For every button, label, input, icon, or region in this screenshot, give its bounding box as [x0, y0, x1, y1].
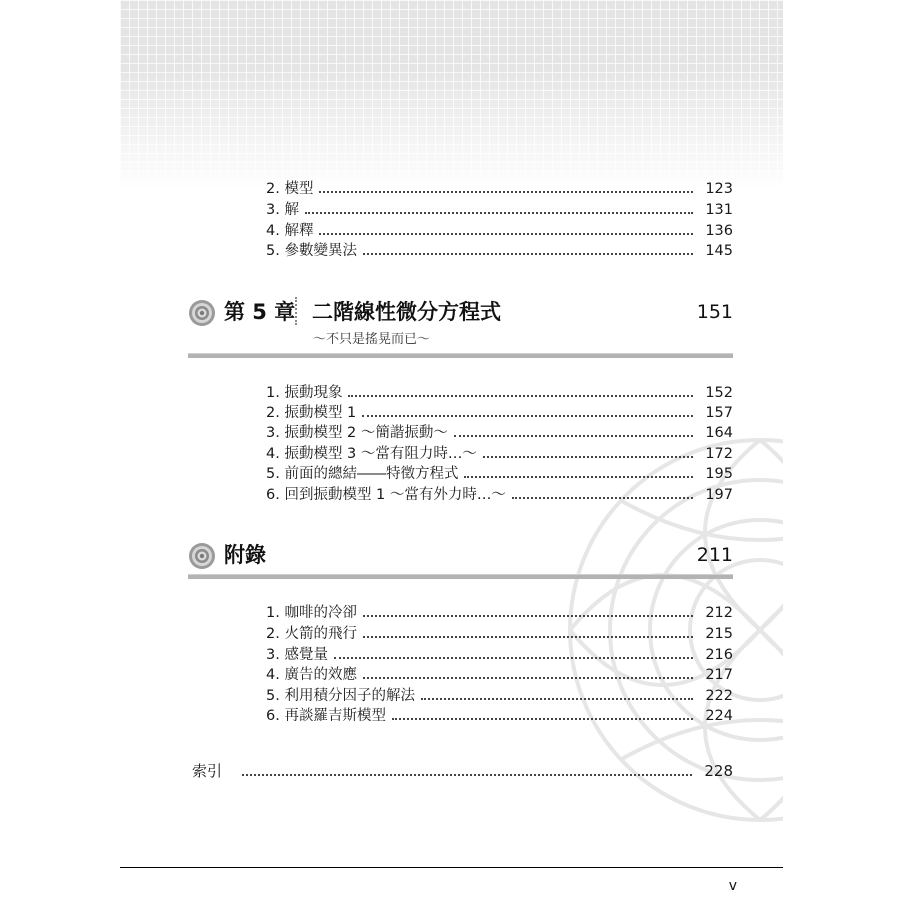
dot-leader: [319, 191, 693, 193]
dot-leader: [363, 677, 693, 679]
entry-page-number: 164: [705, 425, 733, 441]
entry-label: 6. 再談羅吉斯模型: [266, 708, 386, 724]
dot-leader: [348, 395, 693, 397]
entry-label: 1. 咖啡的冷卻: [266, 605, 357, 621]
toc-entry[interactable]: [266, 423, 733, 443]
chapter-number: 第 5 章: [224, 300, 296, 324]
dot-leader: [392, 718, 693, 720]
toc-entry[interactable]: [266, 706, 733, 726]
entry-page-number: 224: [705, 708, 733, 724]
appendix-heading[interactable]: [188, 536, 733, 576]
folio-page-number: v: [728, 878, 737, 894]
entry-label: 4. 振動模型 3 ～當有阻力時…～: [266, 446, 477, 462]
entry-label: 4. 解釋: [266, 223, 314, 239]
toc-entry[interactable]: [266, 485, 733, 505]
dot-leader: [363, 253, 693, 255]
entry-label: 5. 前面的總結――特徵方程式: [266, 466, 459, 482]
entry-page-number: 195: [705, 466, 733, 482]
entry-page-number: 123: [705, 181, 733, 197]
entry-page-number: 136: [705, 223, 733, 239]
entry-label: 4. 廣告的效應: [266, 667, 357, 683]
toc-entry[interactable]: [266, 221, 733, 241]
entry-label: 2. 模型: [266, 181, 314, 197]
entry-page-number: 217: [705, 667, 733, 683]
entry-page-number: 222: [705, 688, 733, 704]
dot-leader: [454, 435, 693, 437]
spiral-icon: [188, 299, 216, 327]
spiral-icon: [188, 542, 216, 570]
entry-page-number: 216: [705, 647, 733, 663]
dot-leader: [363, 636, 693, 638]
dot-leader: [483, 456, 693, 458]
index-entry[interactable]: [192, 761, 733, 781]
dot-leader: [421, 698, 693, 700]
chapter-page-number: 151: [696, 301, 733, 323]
toc-entry[interactable]: [266, 444, 733, 464]
entry-page-number: 145: [705, 243, 733, 259]
entry-page-number: 212: [705, 605, 733, 621]
toc-entry[interactable]: [266, 686, 733, 706]
entry-page-number: 172: [705, 446, 733, 462]
appendix-page-number: 211: [696, 544, 733, 566]
entry-label: 3. 解: [266, 202, 299, 218]
chapter-subtitle: ～不只是搖晃而已～: [313, 332, 431, 347]
dot-leader: [362, 415, 693, 417]
entry-label: 5. 利用積分因子的解法: [266, 688, 415, 704]
toc-entry[interactable]: [266, 464, 733, 484]
index-label: 索引: [192, 762, 223, 780]
entry-page-number: 197: [705, 487, 733, 503]
entry-label: 3. 振動模型 2 ～簡諧振動～: [266, 425, 448, 441]
toc-entry[interactable]: [266, 241, 733, 261]
toc-entry[interactable]: [266, 383, 733, 403]
dot-leader: [363, 615, 693, 617]
entry-label: 2. 火箭的飛行: [266, 626, 357, 642]
toc-entry[interactable]: [266, 403, 733, 423]
chapter-heading[interactable]: [188, 293, 733, 347]
toc-entry[interactable]: [266, 665, 733, 685]
entry-page-number: 157: [705, 405, 733, 421]
chapter-title: 二階線性微分方程式: [312, 300, 501, 324]
dot-leader: [242, 774, 692, 776]
entry-page-number: 152: [705, 385, 733, 401]
chapter-separator: [295, 297, 297, 325]
toc-entry[interactable]: [266, 603, 733, 623]
entry-page-number: 131: [705, 202, 733, 218]
toc-entry[interactable]: [266, 200, 733, 220]
appendix-rule: [188, 574, 733, 579]
dot-leader: [334, 657, 693, 659]
chapter-rule: [188, 353, 733, 358]
dot-leader: [512, 497, 693, 499]
appendix-title: 附錄: [224, 543, 266, 567]
toc-entry[interactable]: [266, 624, 733, 644]
dot-leader: [464, 476, 693, 478]
entry-label: 6. 回到振動模型 1 ～當有外力時…～: [266, 487, 506, 503]
entry-label: 5. 參數變異法: [266, 243, 357, 259]
entry-page-number: 215: [705, 626, 733, 642]
index-page-number: 228: [704, 762, 733, 780]
toc-entry[interactable]: [266, 179, 733, 199]
footer-rule: [120, 867, 783, 868]
entry-label: 2. 振動模型 1: [266, 405, 357, 421]
toc-page: [120, 0, 783, 903]
entry-label: 1. 振動現象: [266, 385, 343, 401]
dot-leader: [305, 212, 693, 214]
header-grid-background: [120, 0, 783, 190]
toc-entry[interactable]: [266, 645, 733, 665]
entry-label: 3. 感覺量: [266, 647, 328, 663]
dot-leader: [319, 233, 693, 235]
